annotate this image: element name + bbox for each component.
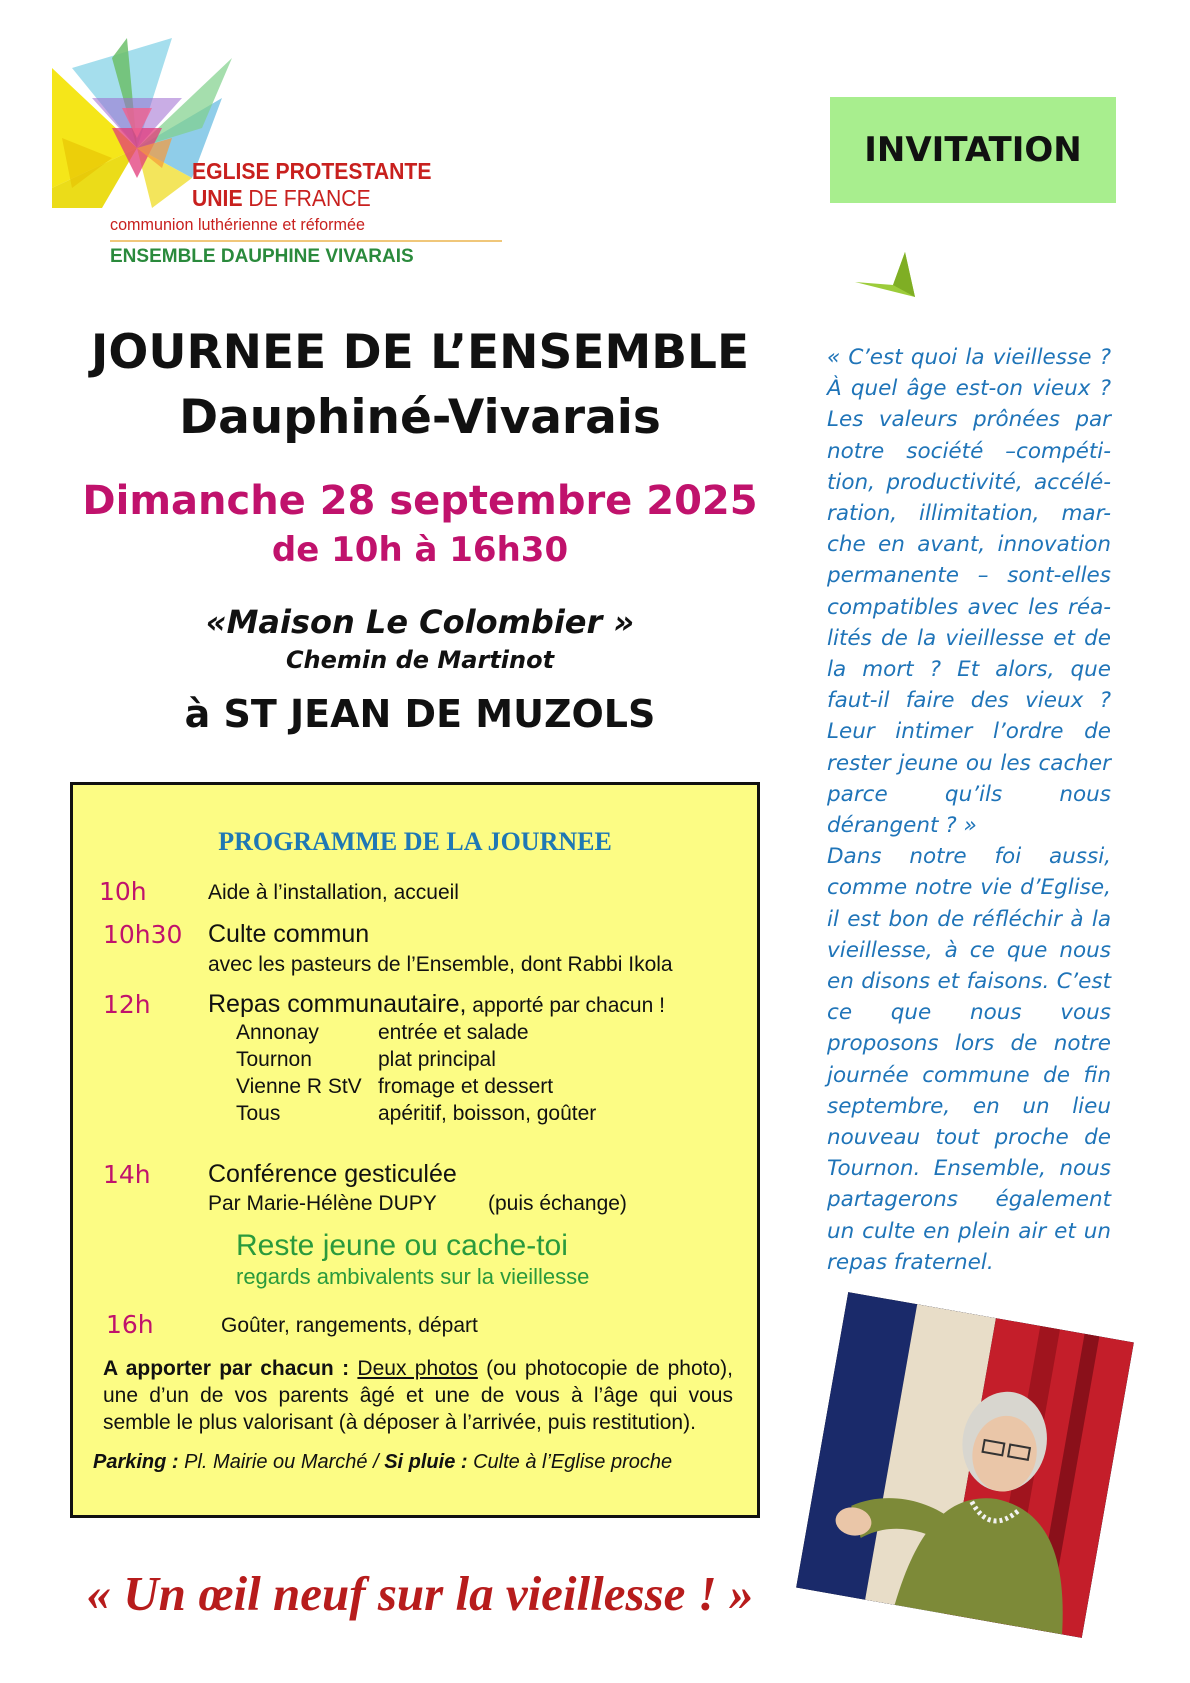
- invitation-banner: INVITATION: [830, 97, 1116, 203]
- time-10h30: 10h30: [103, 920, 183, 949]
- side-text-para-1: « C’est quoi la vieillesse ? À quel âge est-on vieux ? Les valeurs prônées par notre société –compéti-tion, productivité, accélé-ration, illimitation, mar-che en avant, innovation permanente – sont-elles compatibles avec les réa-lités de la vieillesse et de la mort ? Et alors, que faut-il faire des vieux ? Leur intimer l’ordre de rester jeune ou les cacher parce qu’ils nous dérangent ? »: [827, 345, 1111, 839]
- item-culte-title: Culte commun: [208, 920, 370, 948]
- talk-subtitle: regards ambivalents sur la vieillesse: [236, 1264, 590, 1289]
- venue-road: Chemin de Martinot: [285, 646, 555, 674]
- logo-line-1: EGLISE PROTESTANTE: [192, 158, 432, 184]
- event-hours: de 10h à 16h30: [271, 530, 569, 570]
- time-12h: 12h: [103, 990, 151, 1019]
- venue-name: «Maison Le Colombier »: [205, 603, 635, 641]
- event-date: Dimanche 28 septembre 2025: [82, 478, 758, 524]
- parking-value: Pl. Mairie ou Marché /: [178, 1451, 385, 1473]
- side-text: [827, 342, 1111, 1278]
- repas-who-1: Tournon: [236, 1048, 312, 1071]
- item-repas-suffix: apporté par chacun !: [466, 994, 665, 1017]
- event-title-line-2: Dauphiné-Vivarais: [179, 390, 661, 445]
- repas-what-3: apéritif, boisson, goûter: [378, 1102, 597, 1125]
- logo-line-3: communion luthérienne et réformée: [110, 215, 365, 234]
- bring-rest: (ou photocopie de photo), une d’un de vos parents âgé et une de vous à l’âge qui vous semble le plus valorisant (à déposer à l’arrivée, puis restitution).: [103, 1357, 733, 1434]
- bring-lead: A apporter par chacun :: [103, 1357, 350, 1380]
- time-10h: 10h: [99, 877, 147, 906]
- repas-what-1: plat principal: [378, 1048, 496, 1071]
- venue-town: à ST JEAN DE MUZOLS: [184, 692, 656, 736]
- slogan: « Un œil neuf sur la vieillesse ! »: [86, 1566, 754, 1621]
- logo-line-2b: DE FRANCE: [242, 185, 371, 211]
- event-title-line-1: JOURNEE DE L’ENSEMBLE: [90, 325, 750, 380]
- rain-label: Si pluie :: [384, 1451, 468, 1473]
- repas-what-2: fromage et dessert: [378, 1075, 554, 1098]
- bring-note: [103, 1355, 733, 1436]
- repas-who-0: Annonay: [236, 1021, 319, 1044]
- conference-suffix: (puis échange): [488, 1192, 627, 1215]
- logo-line-2: [192, 185, 371, 212]
- talk-title: Reste jeune ou cache-toi: [236, 1229, 568, 1262]
- item-repas-title: Repas communautaire,: [208, 990, 467, 1018]
- item-depart: Goûter, rangements, départ: [221, 1314, 478, 1337]
- logo-divider: [110, 240, 502, 242]
- conference-speaker: Par Marie-Hélène DUPY: [208, 1192, 437, 1215]
- item-culte-sub: avec les pasteurs de l’Ensemble, dont Rabbi Ikola: [208, 953, 673, 976]
- green-arrow-icon: [855, 252, 925, 317]
- speaker-photo: [796, 1292, 1134, 1638]
- item-repas: [208, 990, 665, 1019]
- programme-box: [70, 782, 760, 1518]
- bring-photos: Deux photos: [357, 1357, 478, 1380]
- repas-who-2: Vienne R StV: [236, 1075, 362, 1098]
- repas-what-0: entrée et salade: [378, 1021, 529, 1044]
- item-conference-title: Conférence gesticulée: [208, 1160, 457, 1188]
- item-accueil: Aide à l’installation, accueil: [208, 881, 459, 904]
- side-text-para-2: Dans notre foi aussi, comme notre vie d’Eglise, il est bon de réfléchir à la vieillesse, à ce que nous en disons et faisons. C’est ce que nous vous proposons lors de notre journée commune de fin septembre, en un lieu nouveau tout proche de Tournon. Ensemble, nous partagerons également un culte en plein air et un repas fraternel.: [827, 844, 1111, 1275]
- time-16h: 16h: [106, 1310, 154, 1339]
- repas-who-3: Tous: [236, 1102, 281, 1125]
- parking-label: Parking :: [93, 1451, 179, 1473]
- rain-value: Culte à l’Eglise proche: [467, 1451, 673, 1473]
- logo-line-4: ENSEMBLE DAUPHINE VIVARAIS: [110, 246, 414, 267]
- programme-title: PROGRAMME DE LA JOURNEE: [218, 827, 612, 856]
- logo-line-2a: UNIE: [192, 185, 243, 211]
- parking-note: [93, 1451, 672, 1474]
- time-14h: 14h: [103, 1160, 151, 1189]
- church-logo: [52, 38, 472, 278]
- speaker-photo-illustration: [796, 1292, 1134, 1638]
